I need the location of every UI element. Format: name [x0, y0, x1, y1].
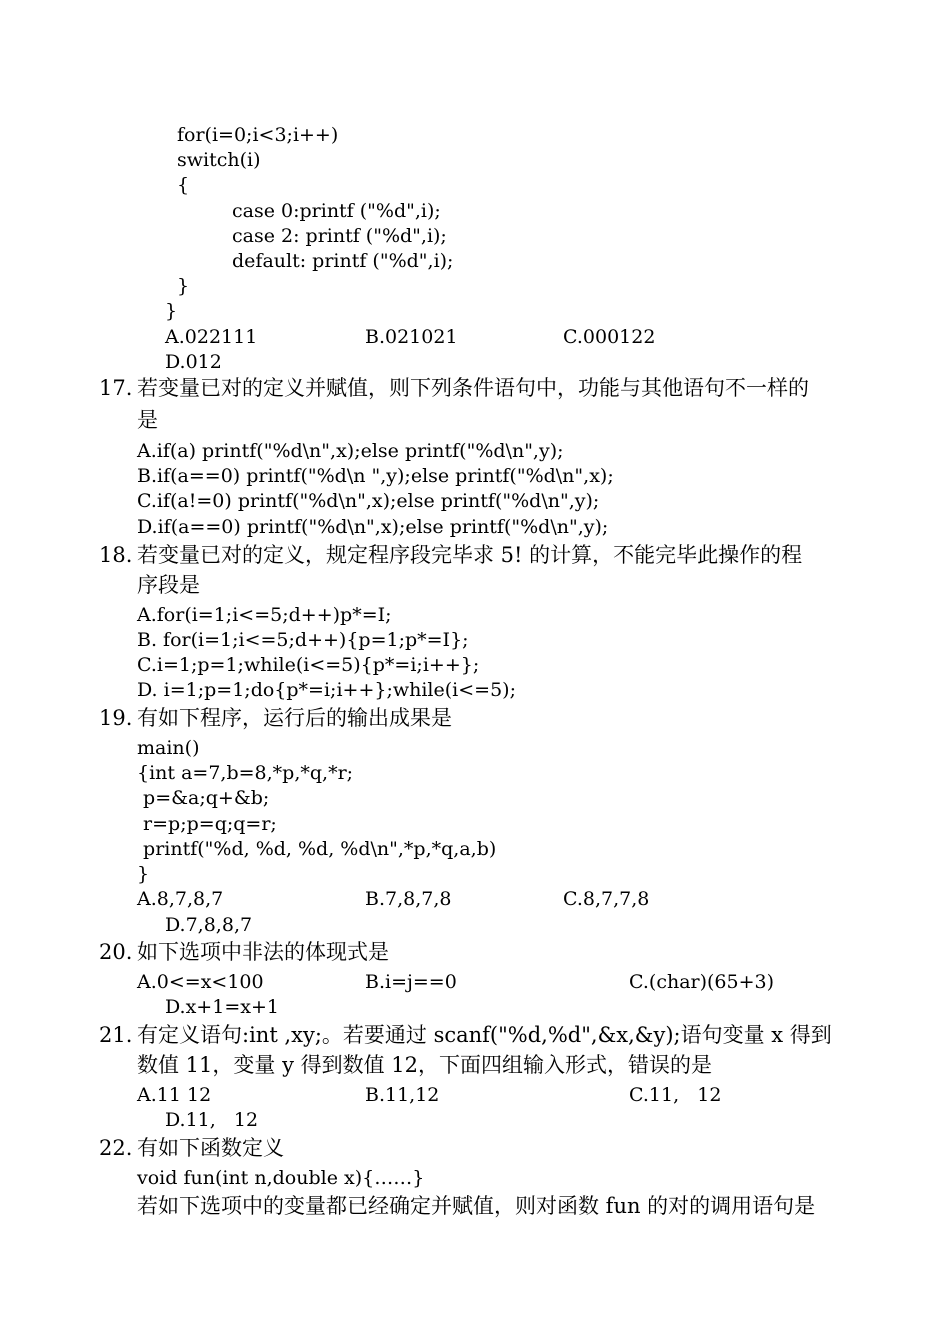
option-d: D.7,8,8,7	[165, 914, 253, 936]
code-line: case 0:printf ("%d",i);	[232, 200, 441, 222]
code-line: case 2: printf ("%d",i);	[232, 225, 447, 247]
option-a: A.8,7,8,7	[137, 888, 224, 910]
question-text-cont: 是	[137, 408, 158, 432]
option-d: D.x+1=x+1	[165, 996, 279, 1018]
question-text: 有如下函数定义	[137, 1136, 284, 1160]
code-line: }	[137, 863, 150, 885]
option-b: B.if(a==0) printf("%d\n ",y);else printf("%d\n",x);	[137, 465, 614, 487]
option-d: D.if(a==0) printf("%d\n",x);else printf("%d\n",y);	[137, 516, 609, 538]
code-line: p=&a;q+&b;	[137, 787, 270, 809]
question-number: 18.	[99, 543, 133, 567]
option-a: A.if(a) printf("%d\n",x);else printf("%d\n",y);	[137, 440, 564, 462]
code-line: {	[177, 174, 190, 196]
question-text-cont: 若如下选项中的变量都已经确定并赋值，则对函数 fun 的对的调用语句是	[137, 1194, 816, 1218]
option-c: C.8,7,7,8	[563, 888, 650, 910]
code-line: printf("%d, %d, %d, %d\n",*p,*q,a,b)	[137, 838, 497, 860]
question-number: 22.	[99, 1136, 133, 1160]
code-line: {int a=7,b=8,*p,*q,*r;	[137, 762, 354, 784]
code-line: main()	[137, 737, 200, 759]
question-text: 有定义语句:int ,xy;。若要通过 scanf("%d,%d",&x,&y);语句变量 x 得到	[137, 1023, 832, 1047]
question-number: 21.	[99, 1023, 133, 1047]
question-number: 19.	[99, 706, 133, 730]
question-number: 20.	[99, 940, 133, 964]
option-c: C.(char)(65+3)	[629, 971, 775, 993]
question-text: 若变量已对的定义，规定程序段完毕求 5! 的计算，不能完毕此操作的程	[137, 543, 803, 567]
option-c: C.if(a!=0) printf("%d\n",x);else printf("%d\n",y);	[137, 490, 600, 512]
option-d: D.012	[165, 351, 222, 373]
option-d: D.11, 12	[165, 1109, 259, 1131]
question-text-cont: 序段是	[137, 573, 200, 597]
question-text-cont: 数值 11，变量 y 得到数值 12，下面四组输入形式，错误的是	[137, 1053, 713, 1077]
code-line: }	[177, 275, 190, 297]
code-line: for(i=0;i<3;i++)	[177, 124, 339, 146]
option-c: C.i=1;p=1;while(i<=5){p*=i;i++};	[137, 654, 480, 676]
option-b: B.i=j==0	[365, 971, 457, 993]
code-line: r=p;p=q;q=r;	[137, 813, 277, 835]
option-b: B.7,8,7,8	[365, 888, 452, 910]
question-text: 有如下程序，运行后的输出成果是	[137, 706, 452, 730]
option-a: A.0<=x<100	[137, 971, 264, 993]
option-c: C.11, 12	[629, 1084, 722, 1106]
option-b: B.11,12	[365, 1084, 440, 1106]
option-a: A.11 12	[137, 1084, 212, 1106]
code-line: void fun(int n,double x){……}	[137, 1167, 425, 1189]
code-line: default: printf ("%d",i);	[232, 250, 454, 272]
question-text: 若变量已对的定义并赋值，则下列条件语句中，功能与其他语句不一样的	[137, 376, 809, 400]
option-c: C.000122	[563, 326, 656, 348]
code-line: switch(i)	[177, 149, 261, 171]
question-text: 如下选项中非法的体现式是	[137, 940, 389, 964]
code-line: }	[165, 300, 178, 322]
option-b: B. for(i=1;i<=5;d++){p=1;p*=I};	[137, 629, 469, 651]
question-number: 17.	[99, 376, 133, 400]
option-a: A.for(i=1;i<=5;d++)p*=I;	[137, 604, 392, 626]
option-d: D. i=1;p=1;do{p*=i;i++};while(i<=5);	[137, 679, 516, 701]
option-b: B.021021	[365, 326, 458, 348]
option-a: A.022111	[165, 326, 258, 348]
